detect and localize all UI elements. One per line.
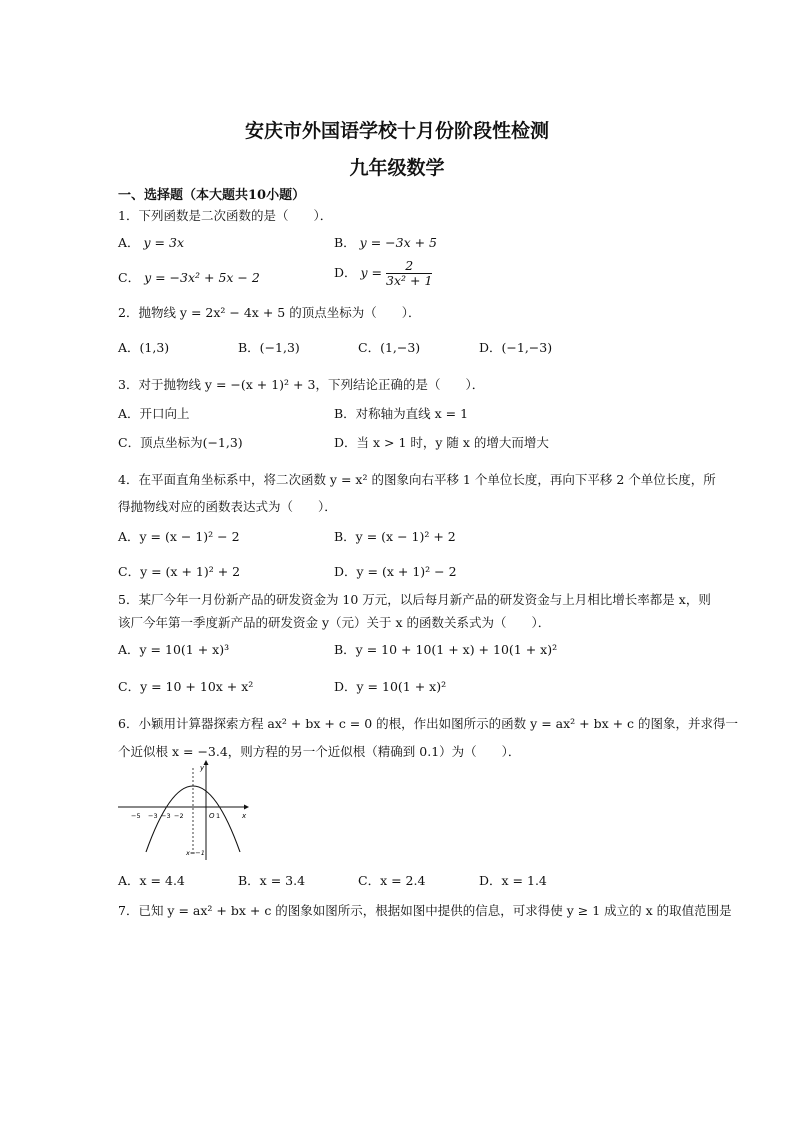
question-6-stem-line-2: 个近似根 x = −3.4，则方程的另一个近似根（精确到 0.1）为（ ）．	[118, 744, 521, 759]
y-axis-arrow	[204, 760, 209, 765]
option-expression: y = −3x + 5	[359, 235, 438, 250]
fraction-denominator: 3x² + 1	[386, 273, 433, 288]
question-4-option-d: D．y = (x + 1)² − 2	[334, 564, 457, 579]
origin-label: O	[209, 812, 215, 820]
question-6-option-b: B．x = 3.4	[238, 873, 306, 888]
option-expression: y = 3x	[143, 235, 185, 250]
question-5-stem-line-1: 5．某厂今年一月份新产品的研发资金为 10 万元，以后每月新产品的研发资金与上月相比增长率都是 x，则	[118, 592, 711, 607]
parabola-graph	[116, 760, 250, 862]
question-4-option-b: B．y = (x − 1)² + 2	[334, 529, 456, 544]
fraction	[386, 259, 432, 288]
question-3-option-b: B．对称轴为直线 x = 1	[334, 406, 469, 421]
question-4-option-a: A．y = (x − 1)² − 2	[118, 529, 240, 544]
fraction-numerator: 2	[386, 259, 432, 274]
option-letter: C．	[118, 270, 141, 285]
question-4-option-c: C．y = (x + 1)² + 2	[118, 564, 241, 579]
section-heading: 一、选择题（本大题共10小题）	[118, 188, 306, 203]
question-5-option-d: D．y = 10(1 + x)²	[334, 679, 447, 694]
x-axis-arrow	[244, 805, 249, 810]
tick-label: −3	[148, 812, 158, 820]
question-2-option-d: D．(−1,−3)	[479, 340, 553, 355]
question-3-stem: 3．对于抛物线 y = −(x + 1)² + 3，下列结论正确的是（ ）．	[118, 377, 485, 392]
question-6-option-d: D．x = 1.4	[479, 873, 547, 888]
tick-label: −3	[161, 812, 171, 820]
question-5-stem-line-2: 该厂今年第一季度新产品的研发资金 y（元）关于 x 的函数关系式为（ ）．	[118, 615, 551, 630]
question-1-option-a	[118, 233, 184, 251]
question-3-option-c: C．顶点坐标为(−1,3)	[118, 435, 243, 450]
question-3-option-a: A．开口向上	[118, 406, 190, 421]
tick-label: −2	[174, 812, 184, 820]
question-7-stem: 7．已知 y = ax² + bx + c 的图象如图所示，根据如图中提供的信息，可求得使 y ≥ 1 成立的 x 的取值范围是	[118, 903, 732, 918]
question-2-stem: 2．抛物线 y = 2x² − 4x + 5 的顶点坐标为（ ）．	[118, 305, 421, 320]
question-2-option-c: C．(1,−3)	[358, 340, 421, 355]
question-2-option-b: B．(−1,3)	[238, 340, 300, 355]
question-3-option-d: D．当 x > 1 时，y 随 x 的增大而增大	[334, 435, 549, 450]
question-5-option-b: B．y = 10 + 10(1 + x) + 10(1 + x)²	[334, 642, 558, 657]
question-6-stem-line-1: 6．小颖用计算器探索方程 ax² + bx + c = 0 的根，作出如图所示的函数 y = ax² + bx + c 的图象，并求得一	[118, 716, 739, 731]
question-6-option-a: A．x = 4.4	[118, 873, 185, 888]
tick-label: 1	[216, 812, 221, 820]
question-1-option-c	[118, 268, 260, 286]
question-2-option-a: A．(1,3)	[118, 340, 170, 355]
option-letter: A．	[118, 235, 140, 250]
page-title: 安庆市外国语学校十月份阶段性检测	[244, 120, 549, 142]
question-4-stem-line-1: 4．在平面直角坐标系中，将二次函数 y = x² 的图象向右平移 1 个单位长度，再向下平移 2 个单位长度，所	[118, 472, 716, 487]
option-letter: D．	[334, 265, 357, 280]
option-letter: B．	[334, 235, 356, 250]
option-expression: y = −3x² + 5x − 2	[144, 270, 260, 285]
question-1-option-d	[334, 259, 432, 288]
question-4-stem-line-2: 得抛物线对应的函数表达式为（ ）．	[118, 499, 337, 514]
page-subtitle: 九年级数学	[349, 157, 445, 179]
question-1-option-b	[334, 233, 437, 251]
option-expression: y =	[360, 265, 383, 280]
question-6-option-c: C．x = 2.4	[358, 873, 426, 888]
question-5-option-c: C．y = 10 + 10x + x²	[118, 679, 254, 694]
question-5-option-a: A．y = 10(1 + x)³	[118, 642, 230, 657]
question-1-stem: 1．下列函数是二次函数的是（ ）．	[118, 208, 333, 223]
y-axis-label: y	[200, 764, 205, 772]
tick-label: −5	[131, 812, 141, 820]
symmetry-axis-label: x=−1	[186, 849, 205, 857]
x-axis-label: x	[242, 812, 247, 820]
